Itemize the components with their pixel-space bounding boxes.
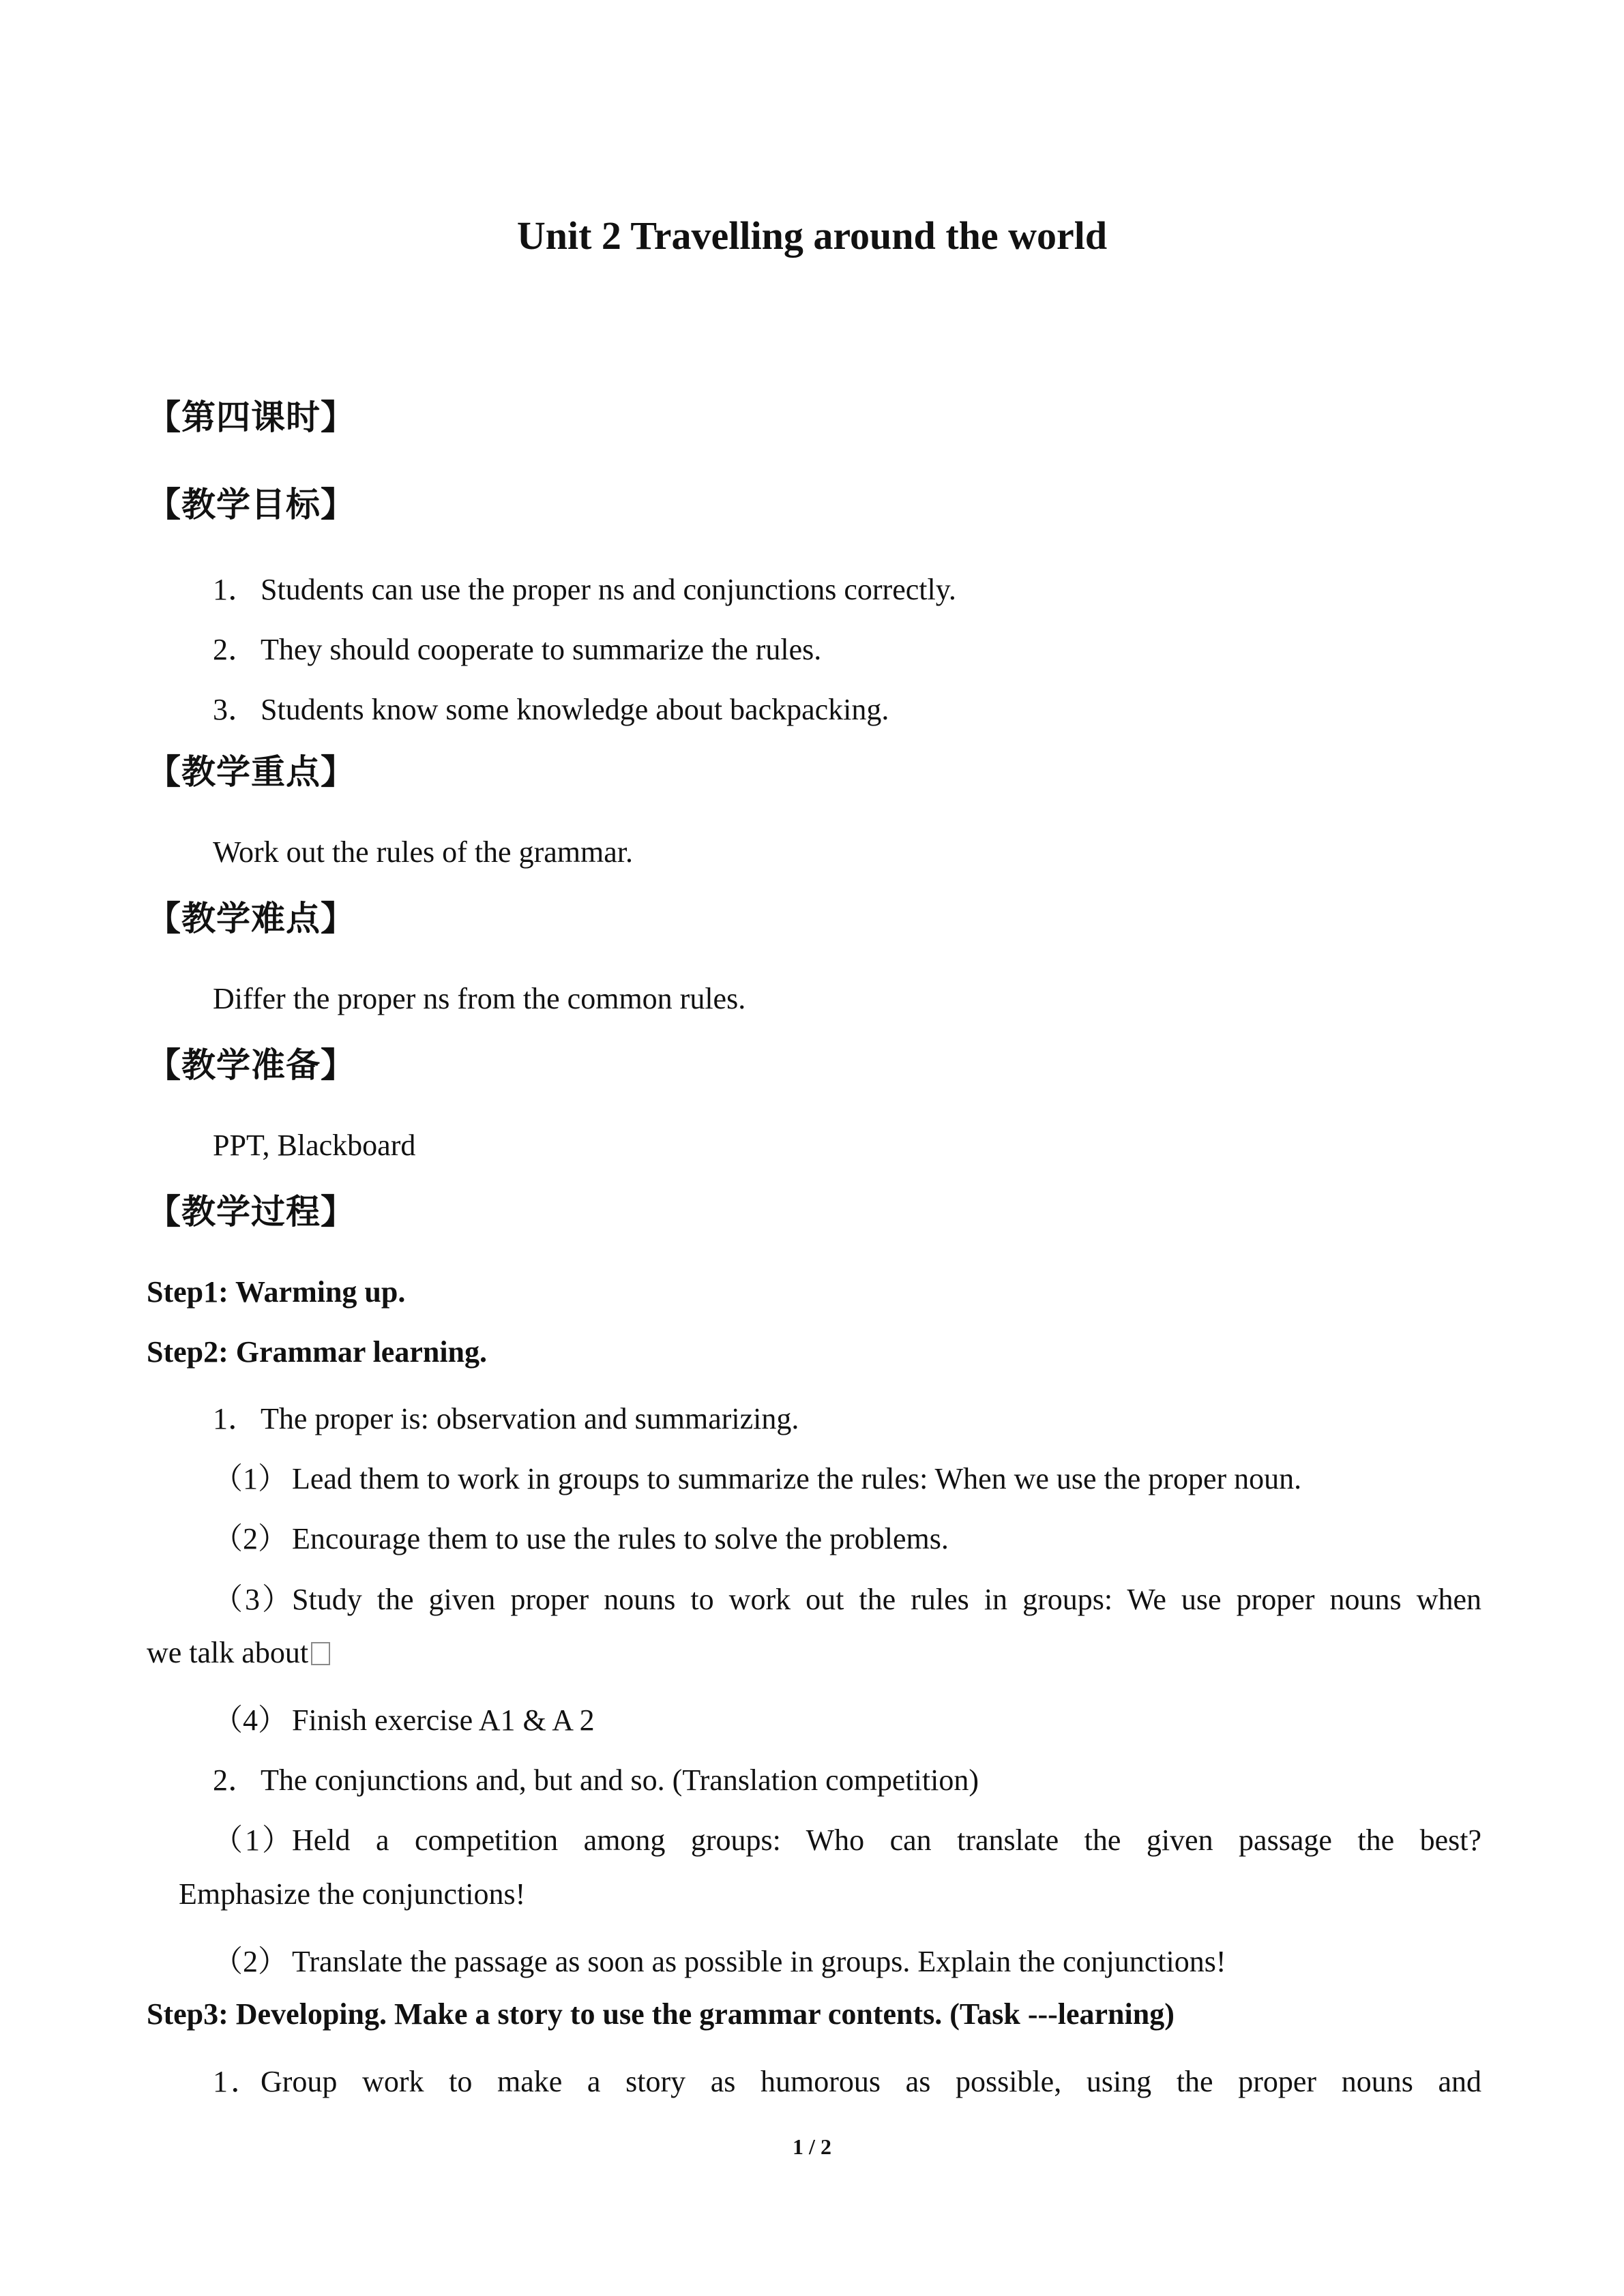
list-number: 1． [213, 1402, 258, 1435]
item-text: Group work to make a story as humorous as possible, using the proper nouns and [261, 2065, 1481, 2098]
section-objectives-heading: 【教学目标】 [147, 485, 355, 524]
section-difficulties-heading: 【教学难点】 [147, 899, 355, 938]
item-text: we talk about [147, 1636, 309, 1669]
section-key-points-heading: 【教学重点】 [147, 752, 355, 792]
page-number: 1 / 2 [793, 2134, 831, 2159]
objective-item-3 [213, 685, 889, 728]
key-points-text: Work out the rules of the grammar. [213, 835, 633, 869]
step2-item-2 [213, 1755, 979, 1799]
step3-heading: Step3: Developing. Make a story to use the grammar contents. (Task ---learning) [147, 1997, 1175, 2031]
objective-item-1 [213, 565, 956, 608]
list-number: 2． [213, 1763, 258, 1797]
step1-heading: Step1: Warming up. [147, 1275, 406, 1309]
sub-number: （1） [213, 1462, 288, 1495]
sub-number: （2） [213, 1522, 288, 1555]
objective-text: Students know some knowledge about backpacking. [261, 693, 889, 726]
item-text: The conjunctions and, but and so. (Translation competition) [261, 1763, 979, 1797]
step2-translation-2 [213, 1937, 1226, 1980]
preparation-text: PPT, Blackboard [213, 1129, 416, 1162]
step2-subitem-1 [213, 1454, 1301, 1497]
item-text: The proper is: observation and summarizing. [261, 1402, 799, 1435]
section-period-heading: 【第四课时】 [147, 398, 355, 437]
item-text: Encourage them to use the rules to solve the problems. [292, 1522, 949, 1555]
list-number: 3． [213, 693, 258, 726]
objective-text: They should cooperate to summarize the rules. [261, 633, 822, 666]
section-preparation-heading: 【教学准备】 [147, 1045, 355, 1085]
document-title: Unit 2 Travelling around the world [516, 213, 1108, 258]
item-text: Translate the passage as soon as possible in groups. Explain the conjunctions! [292, 1945, 1226, 1978]
placeholder-box-icon [311, 1642, 330, 1665]
step3-item-1 [213, 2057, 1481, 2100]
step2-heading: Step2: Grammar learning. [147, 1335, 488, 1369]
list-number: 1． [213, 573, 258, 606]
difficulties-text: Differ the proper ns from the common rules. [213, 982, 746, 1015]
item-text: Study the given proper nouns to work out the rules in groups: We use proper nouns when [292, 1583, 1481, 1616]
list-number: 2． [213, 633, 258, 666]
step2-subitem-4 [213, 1695, 595, 1739]
sub-number: （1） [213, 1823, 292, 1857]
objective-text: Students can use the proper ns and conjunctions correctly. [261, 573, 956, 606]
list-number: 1． [213, 2065, 261, 2098]
objective-item-2 [213, 625, 821, 668]
step2-subitem-3-continuation [147, 1635, 330, 1670]
step2-item-1 [213, 1394, 799, 1437]
item-text: Finish exercise A1 & A 2 [292, 1703, 595, 1737]
step2-translation-1-continuation: Emphasize the conjunctions! [179, 1877, 526, 1911]
step2-translation-1 [213, 1815, 1481, 1859]
item-text: Held a competition among groups: Who can translate the given passage the best? [292, 1823, 1481, 1857]
step2-subitem-3 [213, 1575, 1481, 1618]
sub-number: （2） [213, 1945, 288, 1978]
item-text: Lead them to work in groups to summarize the rules: When we use the proper noun. [292, 1462, 1302, 1495]
sub-number: （3） [213, 1583, 292, 1616]
sub-number: （4） [213, 1703, 288, 1737]
step2-subitem-2 [213, 1514, 949, 1557]
section-process-heading: 【教学过程】 [147, 1192, 355, 1232]
